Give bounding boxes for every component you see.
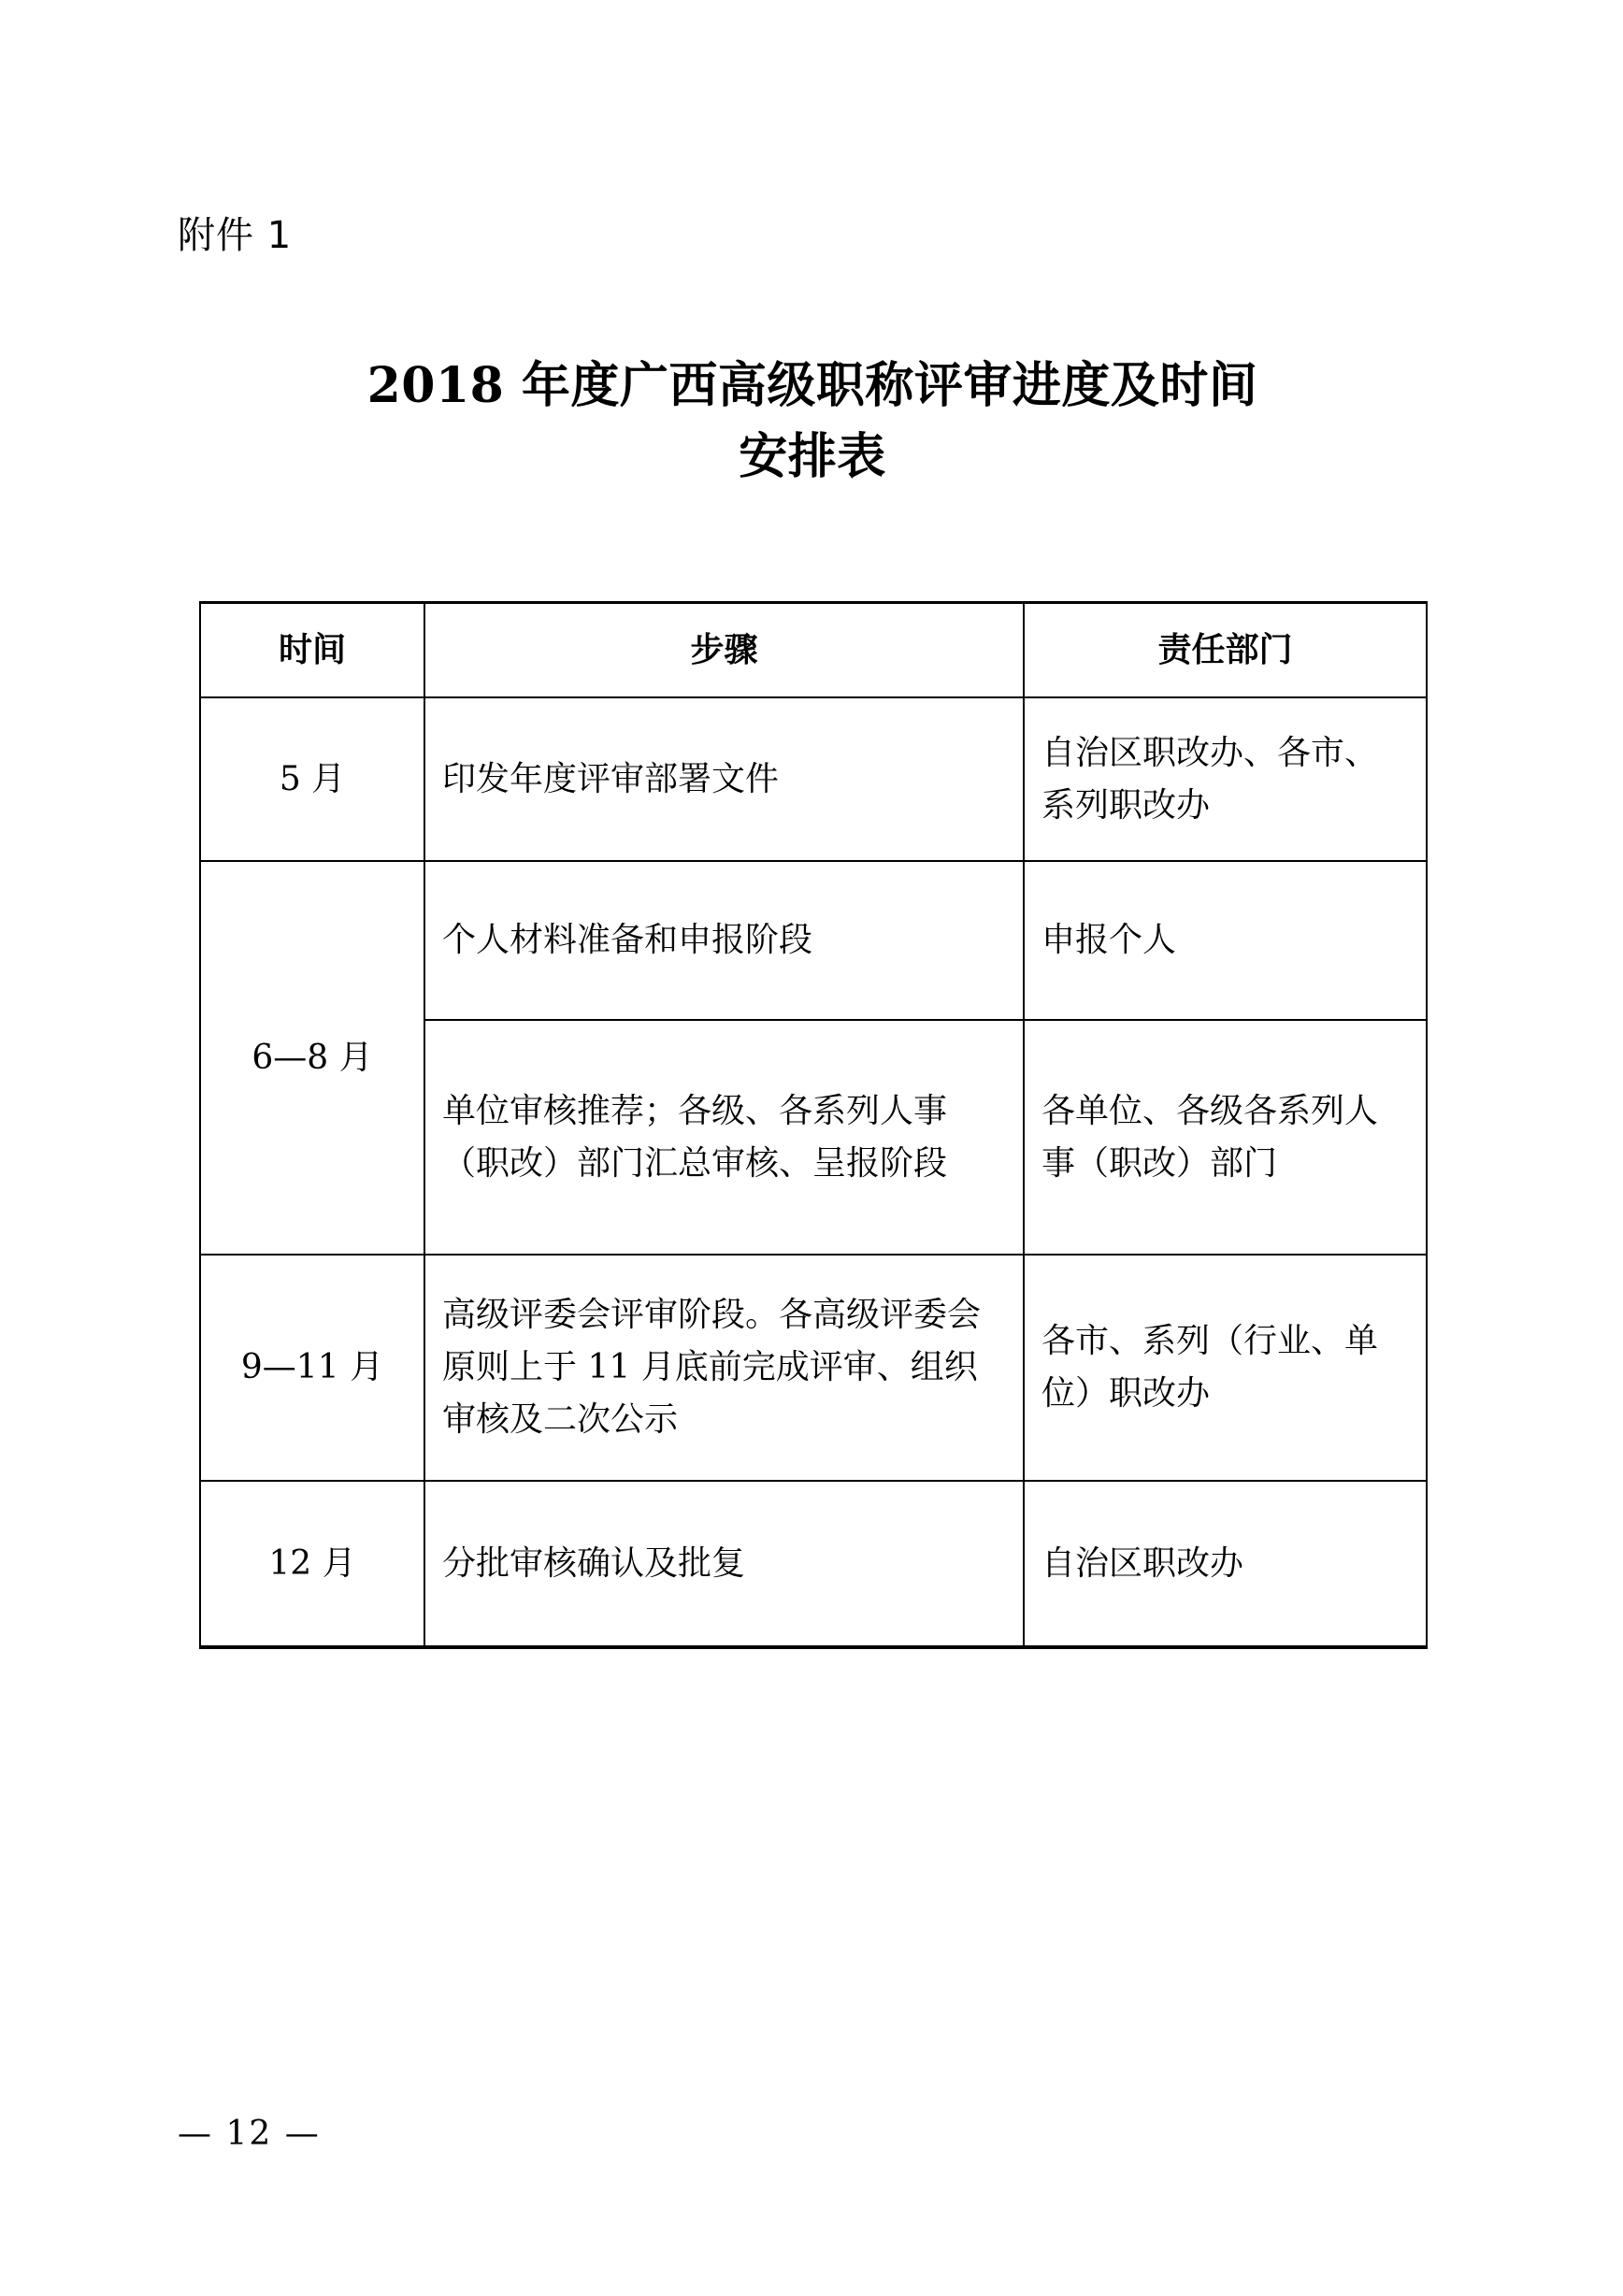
cell-time: 9—11 月 bbox=[200, 1255, 424, 1481]
cell-step: 印发年度评审部署文件 bbox=[424, 697, 1024, 861]
page-number-footer: — 12 — bbox=[178, 2115, 321, 2153]
cell-step: 高级评委会评审阶段。各高级评委会原则上于 11 月底前完成评审、组织审核及二次公示 bbox=[424, 1255, 1024, 1481]
table-header bbox=[200, 603, 1427, 698]
cell-department: 各单位、各级各系列人事（职改）部门 bbox=[1024, 1020, 1427, 1255]
page-title-line-1: 2018 年度广西高级职称评审进度及时间 bbox=[366, 357, 1258, 414]
cell-time-merged: 6—8 月 bbox=[200, 861, 424, 1255]
table-row bbox=[200, 1481, 1427, 1647]
table-row bbox=[200, 1255, 1427, 1481]
cell-department: 自治区职改办 bbox=[1024, 1481, 1427, 1647]
table-row bbox=[200, 861, 1427, 1020]
table-body bbox=[200, 697, 1427, 1647]
cell-department: 各市、系列（行业、单位）职改办 bbox=[1024, 1255, 1427, 1481]
page-title-line-2: 安排表 bbox=[739, 427, 886, 485]
table-row bbox=[200, 697, 1427, 861]
column-header-time: 时间 bbox=[200, 603, 424, 698]
cell-time: 5 月 bbox=[200, 697, 424, 861]
table-header-row bbox=[200, 603, 1427, 698]
cell-step: 分批审核确认及批复 bbox=[424, 1481, 1024, 1647]
cell-step: 单位审核推荐；各级、各系列人事（职改）部门汇总审核、呈报阶段 bbox=[424, 1020, 1024, 1255]
column-header-department: 责任部门 bbox=[1024, 603, 1427, 698]
column-header-step: 步骤 bbox=[424, 603, 1024, 698]
attachment-label: 附件 1 bbox=[178, 214, 293, 257]
cell-department: 自治区职改办、各市、系列职改办 bbox=[1024, 697, 1427, 861]
cell-department: 申报个人 bbox=[1024, 861, 1427, 1020]
schedule-table bbox=[199, 601, 1428, 1649]
cell-time: 12 月 bbox=[200, 1481, 424, 1647]
page-title bbox=[199, 352, 1426, 492]
cell-step: 个人材料准备和申报阶段 bbox=[424, 861, 1024, 1020]
